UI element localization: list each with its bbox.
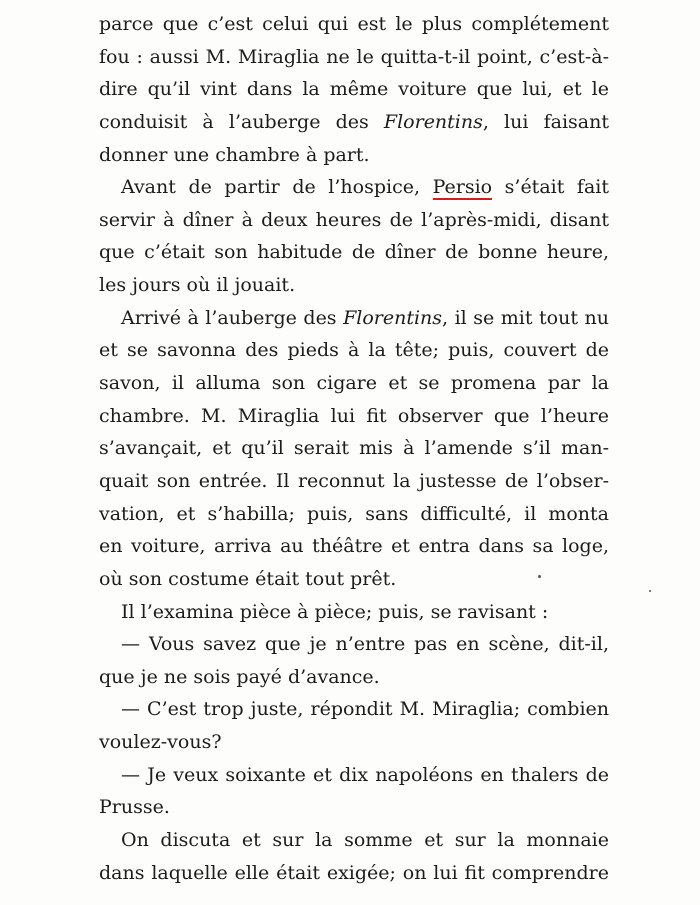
italic-place-name: Florentins <box>343 306 443 329</box>
text-line: où son costume était tout prêt. <box>99 567 397 590</box>
line-segment: Arrivé à l’auberge des <box>121 306 344 329</box>
line-segment: , il se mit tout nu <box>442 306 609 329</box>
text-line: Il l’examina pièce à pièce; puis, se ravisant : <box>121 600 549 623</box>
text-line: quait son entrée. Il reconnut la justesse de l’obser- <box>99 469 609 492</box>
text-line: que je ne sois payé d’avance. <box>99 665 380 688</box>
text-line <box>99 171 609 204</box>
ink-speck <box>649 590 651 592</box>
line-segment: conduisit à l’auberge des <box>99 110 384 133</box>
page-text <box>99 8 609 889</box>
text-line: voulez-vous? <box>99 731 222 754</box>
text-line <box>99 106 609 139</box>
text-line: Prusse. <box>99 796 170 819</box>
text-line: On discuta et sur la somme et sur la monnaie <box>121 829 609 852</box>
text-line: — Je veux soixante et dix napoléons en thalers de <box>121 763 609 786</box>
text-line: dire qu’il vint dans la même voiture que lui, et le <box>99 78 609 101</box>
line-segment: , lui faisant <box>482 110 609 133</box>
text-line: parce que c’est celui qui est le plus complétement <box>99 13 609 35</box>
text-line: savon, il alluma son cigare et se promena par la <box>99 372 609 395</box>
ink-speck <box>538 575 541 578</box>
text-line: et se savonna des pieds à la tête; puis, couvert de <box>99 339 609 362</box>
text-line: s’avançait, et qu’il serait mis à l’amende s’il man- <box>99 437 609 460</box>
text-line <box>99 302 609 335</box>
text-line: les jours où il jouait. <box>99 274 296 297</box>
line-segment: s’était fait <box>492 176 609 199</box>
text-line: que c’était son habitude de dîner de bonne heure, <box>99 241 609 264</box>
underlined-name: Persio <box>432 176 493 199</box>
text-line: servir à dîner à deux heures de l’après-midi, disant <box>99 208 609 231</box>
text-line: — C’est trop juste, répondit M. Miraglia; combien <box>121 698 609 721</box>
text-line: donner une chambre à part. <box>99 143 370 166</box>
text-line: dans laquelle elle était exigée; on lui fit comprendre <box>99 861 609 884</box>
text-line: fou : aussi M. Miraglia ne le quitta-t-il point, c’est-à- <box>99 45 609 68</box>
line-segment: Avant de partir de l’hospice, <box>121 176 433 199</box>
text-line: chambre. M. Miraglia lui fit observer que l’heure <box>99 404 609 427</box>
italic-place-name: Florentins <box>383 110 483 133</box>
text-line: en voiture, arriva au théâtre et entra dans sa loge, <box>99 535 609 558</box>
text-line: vation, et s’habilla; puis, sans difficulté, il monta <box>99 502 609 525</box>
text-line: — Vous savez que je n’entre pas en scène, dit-il, <box>121 633 609 656</box>
